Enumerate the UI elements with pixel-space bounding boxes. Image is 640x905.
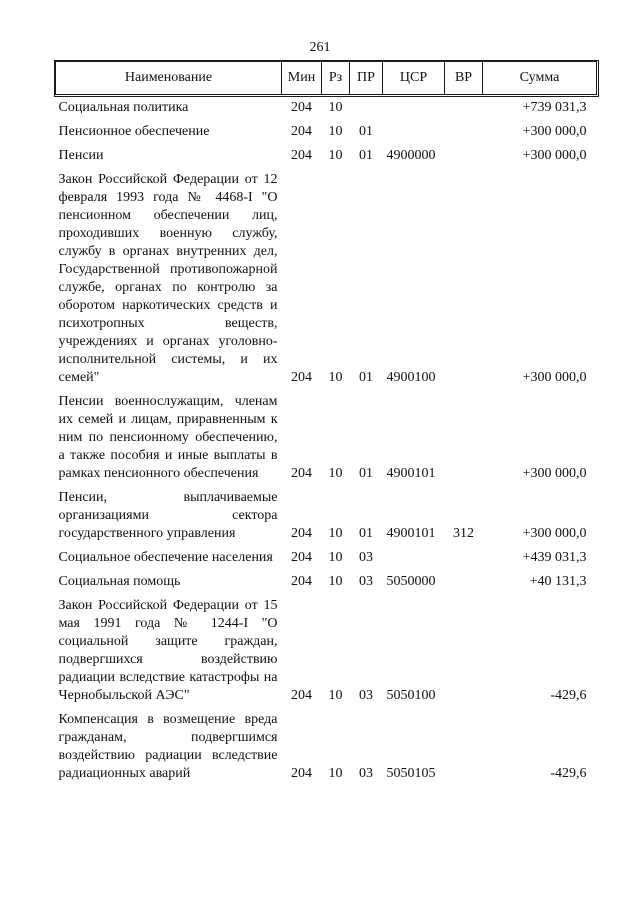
row-name: Компенсация в возмещение вреда гражданам, подвергшимся воздействию радиации вследствие радиационных аварий — [58, 712, 278, 781]
row-rz: 10 — [328, 688, 343, 703]
row-sum: +40 131,3 — [529, 574, 587, 589]
row-min: 204 — [291, 124, 312, 139]
row-rz: 10 — [328, 574, 343, 589]
row-csr: 5050000 — [386, 574, 436, 589]
row-sum: +300 000,0 — [522, 526, 587, 541]
row-name: Социальная политика — [58, 100, 189, 115]
row-vr — [445, 591, 483, 705]
header-sum: Сумма — [483, 62, 597, 95]
row-csr: 4900101 — [386, 526, 436, 541]
header-vr: ВР — [445, 62, 483, 95]
row-pr: 01 — [359, 370, 373, 385]
row-name: Пенсии, выплачиваемые организациями сектора государственного управления — [58, 490, 278, 541]
row-vr — [445, 117, 483, 141]
row-min: 204 — [291, 148, 312, 163]
row-pr: 01 — [359, 466, 373, 481]
row-pr: 03 — [359, 688, 373, 703]
row-pr — [350, 95, 383, 118]
row-sum: -429,6 — [550, 766, 587, 781]
table-row — [56, 567, 597, 591]
row-rz: 10 — [328, 370, 343, 385]
row-min: 204 — [291, 574, 312, 589]
row-name: Закон Российской Федерации от 12 февраля 1993 года № 4468-I "О пенсионном обеспечении лиц, проходивших военную службу, службу в органах внутренних дел, Государственной противопожарной службе, органах по контролю за оборотом наркотических средств и психотропных веществ, учреждениях и органах уголовно-исполнительной системы, и их семей" — [58, 172, 278, 385]
table-row — [56, 591, 597, 705]
row-min: 204 — [291, 100, 312, 115]
row-sum: +300 000,0 — [522, 370, 587, 385]
row-pr: 01 — [359, 526, 373, 541]
row-csr: 4900000 — [386, 148, 436, 163]
page-number: 261 — [309, 40, 331, 55]
row-name: Пенсии — [58, 148, 104, 163]
row-csr: 5050105 — [386, 766, 436, 781]
table-row — [56, 117, 597, 141]
row-vr — [445, 705, 483, 783]
row-csr — [383, 95, 445, 118]
row-csr: 4900100 — [386, 370, 436, 385]
row-vr — [445, 95, 483, 118]
row-min: 204 — [291, 550, 312, 565]
row-name: Пенсионное обеспечение — [58, 124, 210, 139]
table-header-row — [56, 62, 597, 95]
row-pr: 03 — [359, 766, 373, 781]
table-row — [56, 141, 597, 165]
row-rz: 10 — [328, 466, 343, 481]
row-min: 204 — [291, 370, 312, 385]
header-csr: ЦСР — [383, 62, 445, 95]
row-name: Социальное обеспечение населения — [58, 550, 273, 565]
table-row — [56, 705, 597, 783]
row-sum: +439 031,3 — [522, 550, 587, 565]
row-pr: 01 — [359, 148, 373, 163]
row-csr: 5050100 — [386, 688, 436, 703]
row-pr: 01 — [359, 124, 373, 139]
row-rz: 10 — [328, 550, 343, 565]
row-vr: 312 — [453, 526, 474, 541]
row-vr — [445, 387, 483, 483]
row-min: 204 — [291, 766, 312, 781]
row-vr — [445, 543, 483, 567]
row-min: 204 — [291, 526, 312, 541]
row-min: 204 — [291, 688, 312, 703]
row-rz: 10 — [328, 100, 343, 115]
row-pr: 03 — [359, 574, 373, 589]
table-row — [56, 387, 597, 483]
table-row — [56, 165, 597, 387]
row-csr: 4900101 — [386, 466, 436, 481]
row-rz: 10 — [328, 124, 343, 139]
row-vr — [445, 165, 483, 387]
budget-table — [55, 61, 597, 783]
row-name: Социальная помощь — [58, 574, 181, 589]
header-min: Мин — [282, 62, 322, 95]
row-vr — [445, 141, 483, 165]
row-csr — [383, 543, 445, 567]
table-row — [56, 95, 597, 118]
row-rz: 10 — [328, 148, 343, 163]
row-name: Закон Российской Федерации от 15 мая 1991 года № 1244-I "О социальной защите граждан, подвергшихся воздействию радиации вследствие катастрофы на Чернобыльской АЭС" — [58, 598, 278, 703]
row-sum: +300 000,0 — [522, 466, 587, 481]
table-row — [56, 543, 597, 567]
row-sum: -429,6 — [550, 688, 587, 703]
row-sum: +739 031,3 — [522, 100, 587, 115]
header-pr: ПР — [350, 62, 383, 95]
row-name: Пенсии военнослужащим, членам их семей и лицам, приравненным к ним по пенсионному обеспечению, а также пособия и иные выплаты в рамках пенсионного обеспечения — [58, 394, 278, 481]
row-sum: +300 000,0 — [522, 148, 587, 163]
row-rz: 10 — [328, 766, 343, 781]
header-rz: Рз — [322, 62, 350, 95]
row-csr — [383, 117, 445, 141]
table-row — [56, 483, 597, 543]
row-min: 204 — [291, 466, 312, 481]
header-name: Наименование — [56, 62, 282, 95]
row-sum: +300 000,0 — [522, 124, 587, 139]
row-pr: 03 — [359, 550, 373, 565]
row-vr — [445, 567, 483, 591]
row-rz: 10 — [328, 526, 343, 541]
